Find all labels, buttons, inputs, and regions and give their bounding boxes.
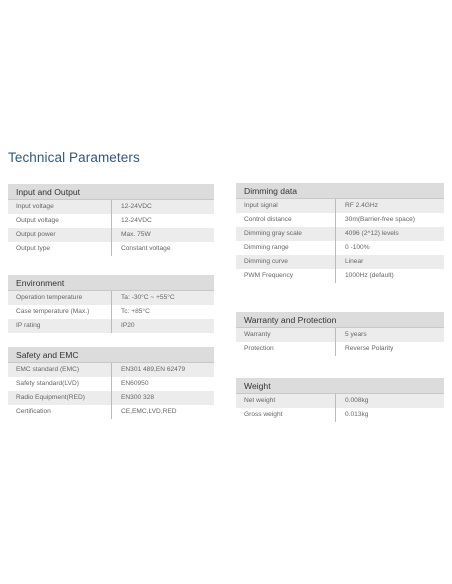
param-value: Constant voltage xyxy=(121,245,171,252)
table-row xyxy=(236,255,444,269)
param-value: 0 -100% xyxy=(345,244,370,251)
dimming-section xyxy=(236,183,444,283)
param-value: EN300 328 xyxy=(121,394,154,401)
param-label: Output voltage xyxy=(8,214,112,228)
param-value: RF 2.4GHz xyxy=(345,202,378,209)
param-label: Output power xyxy=(8,228,112,242)
input-output-section xyxy=(8,184,214,256)
table-row xyxy=(8,228,214,242)
param-label: Dimming range xyxy=(236,241,336,255)
table-row xyxy=(8,319,214,333)
param-label: Dimming curve xyxy=(236,255,336,269)
param-label: Control distance xyxy=(236,213,336,227)
param-value: 5 years xyxy=(345,331,367,338)
param-label: Safety standard(LVD) xyxy=(8,377,112,391)
table-row xyxy=(236,227,444,241)
param-label: Input signal xyxy=(236,199,336,213)
param-label: Warranty xyxy=(236,328,336,342)
table-row xyxy=(236,199,444,213)
param-label: Case temperature (Max.) xyxy=(8,305,112,319)
param-value: Tc: +85°C xyxy=(121,308,150,315)
param-label: PWM Frequency xyxy=(236,269,336,283)
table-row xyxy=(236,408,444,422)
table-row xyxy=(8,377,214,391)
table-row xyxy=(8,405,214,419)
param-value: Ta: -30°C ~ +55°C xyxy=(121,294,175,301)
table-row xyxy=(8,242,214,256)
param-value: IP20 xyxy=(121,322,135,329)
page-title: Technical Parameters xyxy=(8,150,140,165)
param-label: Gross weight xyxy=(236,408,336,422)
param-label: Input voltage xyxy=(8,200,112,214)
param-label: Dimming gray scale xyxy=(236,227,336,241)
param-label: IP rating xyxy=(8,319,112,333)
section-heading: Weight xyxy=(236,378,444,394)
table-row xyxy=(236,342,444,356)
param-label: Radio Equipment(RED) xyxy=(8,391,112,405)
param-value: 4096 (2^12) levels xyxy=(345,230,399,237)
param-label: Protection xyxy=(236,342,336,356)
table-row xyxy=(8,363,214,377)
section-heading: Warranty and Protection xyxy=(236,312,444,328)
table-row xyxy=(236,241,444,255)
table-row xyxy=(8,214,214,228)
section-heading: Dimming data xyxy=(236,183,444,199)
table-row xyxy=(8,200,214,214)
param-value: EN60950 xyxy=(121,380,149,387)
param-value: 30m(Barrier-free space) xyxy=(345,216,415,223)
param-value: Max. 75W xyxy=(121,231,151,238)
table-row xyxy=(8,291,214,305)
warranty-section xyxy=(236,312,444,356)
param-value: 0.008kg xyxy=(345,397,369,404)
table-row xyxy=(8,391,214,405)
param-value: 1000Hz (default) xyxy=(345,272,394,279)
param-label: Operation temperature xyxy=(8,291,112,305)
safety-emc-section xyxy=(8,347,214,419)
param-label: Net weight xyxy=(236,394,336,408)
param-value: 0.013kg xyxy=(345,411,369,418)
section-heading: Safety and EMC xyxy=(8,347,214,363)
param-label: EMC standard (EMC) xyxy=(8,363,112,377)
param-value: 12-24VDC xyxy=(121,217,152,224)
section-heading: Environment xyxy=(8,275,214,291)
table-row xyxy=(8,305,214,319)
param-value: CE,EMC,LVD,RED xyxy=(121,408,177,415)
table-row xyxy=(236,394,444,408)
param-value: Reverse Polarity xyxy=(345,345,394,352)
weight-section xyxy=(236,378,444,422)
section-heading: Input and Output xyxy=(8,184,214,200)
table-row xyxy=(236,269,444,283)
table-row xyxy=(236,213,444,227)
param-value: 12-24VDC xyxy=(121,203,152,210)
param-label: Certification xyxy=(8,405,112,419)
param-value: Linear xyxy=(345,258,364,265)
param-label: Output type xyxy=(8,242,112,256)
table-row xyxy=(236,328,444,342)
environment-section xyxy=(8,275,214,333)
param-value: EN301 489,EN 62479 xyxy=(121,366,186,373)
